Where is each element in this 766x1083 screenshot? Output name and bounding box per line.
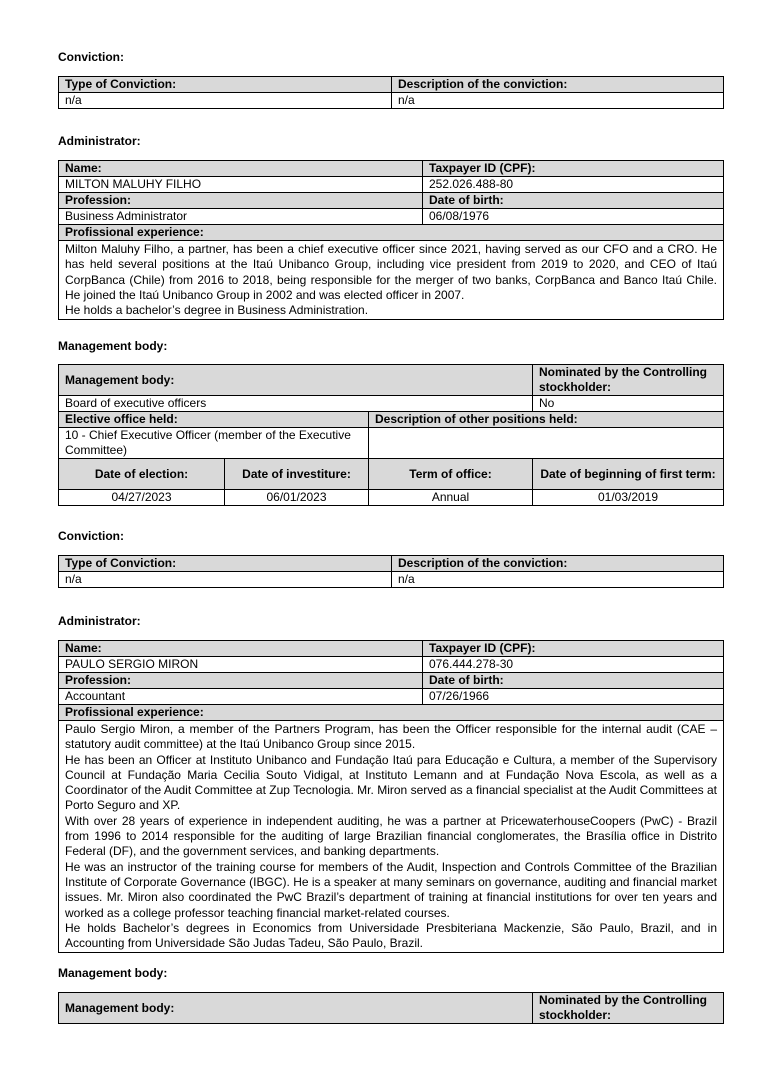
date-of-birth-header: Date of birth: [423, 673, 724, 689]
date-of-birth-value: 06/08/1976 [423, 209, 724, 225]
experience-paragraph: Milton Maluhy Filho, a partner, has been a chief executive officer since 2021, having served as our CFO and a CRO. He has held several positions at the Itaú Unibanco Group, including vice president from 2019 to 2020, and CEO of Itaú CorpBanca (Chile) from 2016 to 2018, being responsible for the merger of two banks, CorpBanca and Banco Itaú Chile. He joined the Itaú Unibanco Group in 2002 and was elected officer in 2007. [65, 242, 717, 302]
type-of-conviction-value: n/a [59, 572, 392, 588]
profession-header: Profession: [59, 193, 423, 209]
description-of-conviction-header: Description of the conviction: [392, 77, 724, 93]
professional-experience-header: Profissional experience: [59, 225, 724, 241]
administrator-section-title: Administrator: [58, 614, 141, 628]
other-positions-value [369, 428, 724, 459]
nominated-by-controlling-value: No [533, 396, 724, 412]
professional-experience-text [59, 721, 724, 953]
administrator-table [58, 640, 724, 953]
first-term-date-header: Date of beginning of first term: [533, 459, 724, 490]
elective-office-header: Elective office held: [59, 412, 369, 428]
conviction-section-title: Conviction: [58, 529, 124, 543]
other-positions-header: Description of other positions held: [369, 412, 724, 428]
experience-paragraph: Paulo Sergio Miron, a member of the Partners Program, has been the Officer responsible for the internal audit (CAE – statutory audit committee) at the Itaú Unibanco Group since 2015. [65, 722, 717, 752]
elective-office-value: 10 - Chief Executive Officer (member of the Executive Committee) [59, 428, 369, 459]
name-value: MILTON MALUHY FILHO [59, 177, 423, 193]
conviction-section-title: Conviction: [58, 50, 124, 64]
professional-experience-text [59, 241, 724, 320]
term-of-office-header: Term of office: [369, 459, 533, 490]
profession-value: Business Administrator [59, 209, 423, 225]
experience-paragraph: He was an instructor of the training course for members of the Audit, Inspection and Controls Committee of the Brazilian Institute of Corporate Governance (IBGC). He is a speaker at many seminars on governance, auditing and financial market issues. Mr. Miron also coordinated the PwC Brazil’s department of training at financial institutions for over ten years and worked as a college professor teaching financial market-related courses. [65, 859, 717, 920]
experience-paragraph: With over 28 years of experience in independent auditing, he was a partner at PricewaterhouseCoopers (PwC) - Brazil from 1996 to 2014 responsible for the auditing of large Brazilian financial conglomerates, the Brasília office in Distrito Federal (DF), and the government services, and banking departments. [65, 813, 717, 859]
management-body-header: Management body: [59, 365, 533, 396]
administrator-section-title: Administrator: [58, 134, 141, 148]
management-body-table [58, 992, 724, 1024]
conviction-table [58, 555, 724, 588]
first-term-date-value: 01/03/2019 [533, 490, 724, 506]
management-body-section-title: Management body: [58, 966, 168, 980]
date-of-investiture-value: 06/01/2023 [225, 490, 369, 506]
administrator-table [58, 160, 724, 320]
type-of-conviction-value: n/a [59, 93, 392, 109]
experience-paragraph: He has been an Officer at Instituto Unibanco and Fundação Itaú para Educação e Cultura, a member of the Supervisory Council at Fundação Maria Cecilia Souto Vidigal, at Instituto Lemann and at Fundação Nova Escola, as well as a Coordinator of the Audit Committee at Zup Tecnologia. Mr. Miron served as a financial specialist at the Audit Committees at Porto Seguro and XP. [65, 752, 717, 813]
nominated-by-controlling-header: Nominated by the Controlling stockholder: [533, 365, 724, 396]
cpf-header: Taxpayer ID (CPF): [423, 161, 724, 177]
date-of-birth-header: Date of birth: [423, 193, 724, 209]
name-value: PAULO SERGIO MIRON [59, 657, 423, 673]
name-header: Name: [59, 161, 423, 177]
description-of-conviction-header: Description of the conviction: [392, 556, 724, 572]
cpf-value: 252.026.488-80 [423, 177, 724, 193]
date-of-birth-value: 07/26/1966 [423, 689, 724, 705]
cpf-header: Taxpayer ID (CPF): [423, 641, 724, 657]
profession-value: Accountant [59, 689, 423, 705]
date-of-investiture-header: Date of investiture: [225, 459, 369, 490]
type-of-conviction-header: Type of Conviction: [59, 77, 392, 93]
type-of-conviction-header: Type of Conviction: [59, 556, 392, 572]
management-body-header: Management body: [59, 993, 533, 1024]
name-header: Name: [59, 641, 423, 657]
management-body-value: Board of executive officers [59, 396, 533, 412]
term-of-office-value: Annual [369, 490, 533, 506]
cpf-value: 076.444.278-30 [423, 657, 724, 673]
date-of-election-value: 04/27/2023 [59, 490, 225, 506]
professional-experience-header: Profissional experience: [59, 705, 724, 721]
experience-paragraph: He holds a bachelor’s degree in Business Administration. [65, 303, 369, 318]
description-of-conviction-value: n/a [392, 572, 724, 588]
experience-paragraph: He holds Bachelor’s degrees in Economics from Universidade Presbiteriana Mackenzie, São Paulo, Brazil, and in Accounting from Universidade São Judas Tadeu, São Paulo, Brazil. [65, 920, 717, 951]
management-body-section-title: Management body: [58, 339, 168, 353]
date-of-election-header: Date of election: [59, 459, 225, 490]
nominated-by-controlling-header: Nominated by the Controlling stockholder: [533, 993, 724, 1024]
conviction-table [58, 76, 724, 109]
description-of-conviction-value: n/a [392, 93, 724, 109]
profession-header: Profession: [59, 673, 423, 689]
management-body-table [58, 364, 724, 506]
